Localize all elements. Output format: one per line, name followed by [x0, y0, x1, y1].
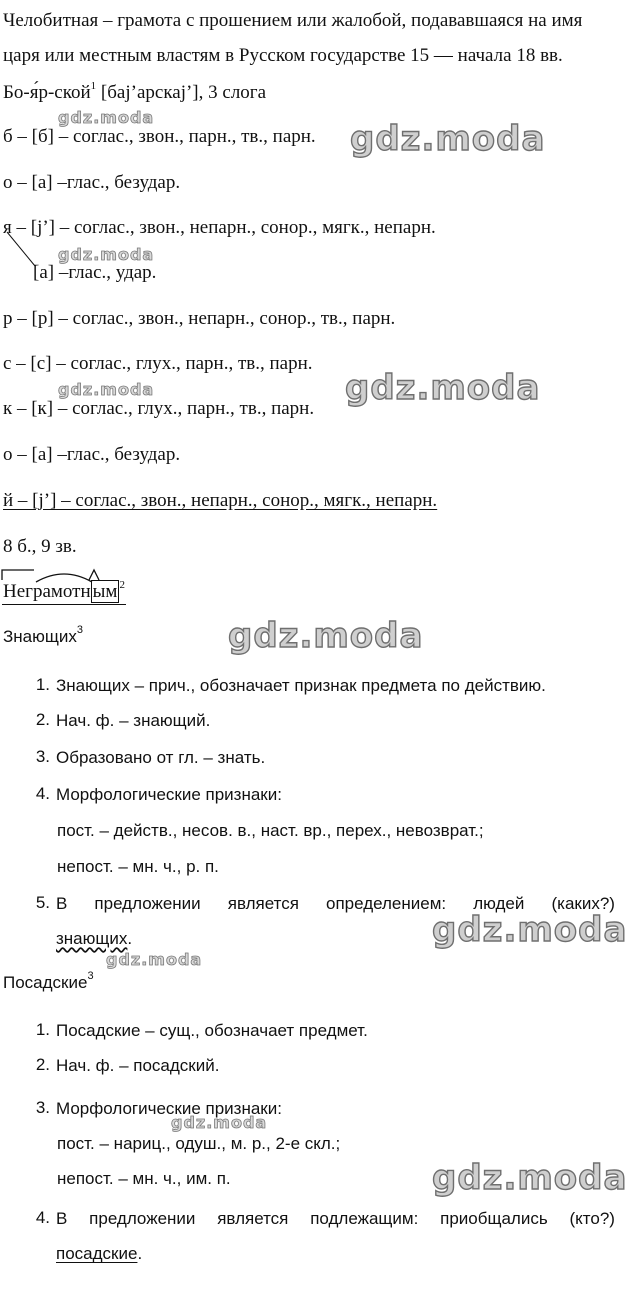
underlined-word: знающих [56, 929, 128, 948]
list-item: Образовано от гл. – знать. [56, 748, 266, 767]
phonetic-row: р – [р] – соглас., звон., непарн., сонор., тв., парн. [3, 308, 396, 329]
footnote-mark: 3 [76, 624, 83, 636]
list-number: 4. [35, 1208, 50, 1227]
nonconst-features: непост. – мн. ч., р. п. [57, 857, 219, 876]
phonetic-header [3, 82, 266, 104]
list-number: 3. [35, 1098, 50, 1117]
intro-line-2: царя или местным властям в Русском государстве 15 — начала 18 вв. [3, 45, 563, 66]
watermark-logo: gdz.moda [58, 380, 155, 399]
list-number: 1. [35, 1020, 50, 1039]
list-item-continuation: знающих. [56, 929, 133, 948]
const-features: пост. – действ., несов. в., наст. вр., перех., невозврат.; [57, 821, 484, 840]
list-item-continuation: посадские. [56, 1244, 143, 1263]
phonetic-row: с – [с] – соглас., глух., парн., тв., парн. [3, 353, 313, 374]
noun-title: Посадские$^3$ [3, 970, 94, 992]
watermark-logo: gdz.moda [58, 108, 155, 127]
phonetic-summary: 8 б., 9 зв. [3, 536, 77, 557]
list-item-justified: В предложении является определением: людей (каких?) [56, 894, 615, 913]
list-number: 1. [35, 675, 50, 694]
participle-title: Знающих$^3$ [3, 624, 83, 646]
list-number: 5. [35, 893, 50, 912]
morpheme-root: грамот [25, 581, 81, 602]
watermark-logo: gdz.moda [106, 950, 203, 969]
list-item: Знающих – прич., обозначает признак предмета по действию. [56, 676, 546, 695]
phonetic-transcription: [бaj’арскаj’], 3 слога [96, 82, 267, 103]
underlined-word: посадские [56, 1244, 138, 1263]
phonetic-word: Бо-я́р-ской [3, 82, 91, 103]
list-item: Нач. ф. – посадский. [56, 1056, 220, 1075]
morpheme-prefix: Не [3, 581, 26, 602]
morpheme-ending: ым [92, 581, 118, 602]
list-item: Морфологические признаки: [56, 1099, 282, 1118]
list-item: Посадские – сущ., обозначает предмет. [56, 1021, 368, 1040]
stem-underline [2, 604, 126, 605]
phonetic-row: я – [j’] – соглас., звон., непарн., сонор., мягк., непарн. [3, 217, 436, 238]
footnote-mark: 3 [87, 970, 94, 982]
list-number: 4. [35, 784, 50, 803]
footnote-mark: 1 [90, 80, 97, 92]
nonconst-features: непост. – мн. ч., им. п. [57, 1169, 231, 1188]
list-number: 3. [35, 747, 50, 766]
morphemic-word [3, 581, 125, 603]
watermark-logo: gdz.moda [432, 910, 628, 950]
footnote-mark: 2 [119, 579, 125, 591]
phonetic-row: й – [j’] – соглас., звон., непарн., сонор., мягк., непарн. [3, 490, 438, 511]
watermark-logo: gdz.moda [350, 119, 546, 159]
watermark-logo: gdz.moda [171, 1113, 268, 1132]
list-item: Нач. ф. – знающий. [56, 711, 211, 730]
morpheme-suffix: н [80, 581, 91, 602]
phonetic-row: б – [б] – соглас., звон., парн., тв., парн. [3, 126, 316, 147]
phonetic-row: о – [а] –глас., безудар. [3, 444, 181, 465]
const-features: пост. – нариц., одуш., м. р., 2-е скл.; [57, 1134, 341, 1153]
phonetic-row: о – [а] –глас., безудар. [3, 172, 181, 193]
intro-line-1: Челобитная – грамота с прошением или жалобой, подававшаяся на имя [3, 10, 583, 31]
phonetic-row: [а] –глас., удар. [33, 262, 157, 283]
list-number: 2. [35, 710, 50, 729]
list-item: Морфологические признаки: [56, 785, 282, 804]
list-item-justified: В предложении является подлежащим: приобщались (кто?) [56, 1209, 615, 1228]
list-number: 2. [35, 1055, 50, 1074]
watermark-logo: gdz.moda [58, 245, 155, 264]
phonetic-row: к – [к] – соглас., глух., парн., тв., парн. [3, 398, 315, 419]
watermark-logo: gdz.moda [432, 1158, 628, 1198]
watermark-logo: gdz.moda [228, 616, 424, 656]
watermark-logo: gdz.moda [345, 368, 541, 408]
